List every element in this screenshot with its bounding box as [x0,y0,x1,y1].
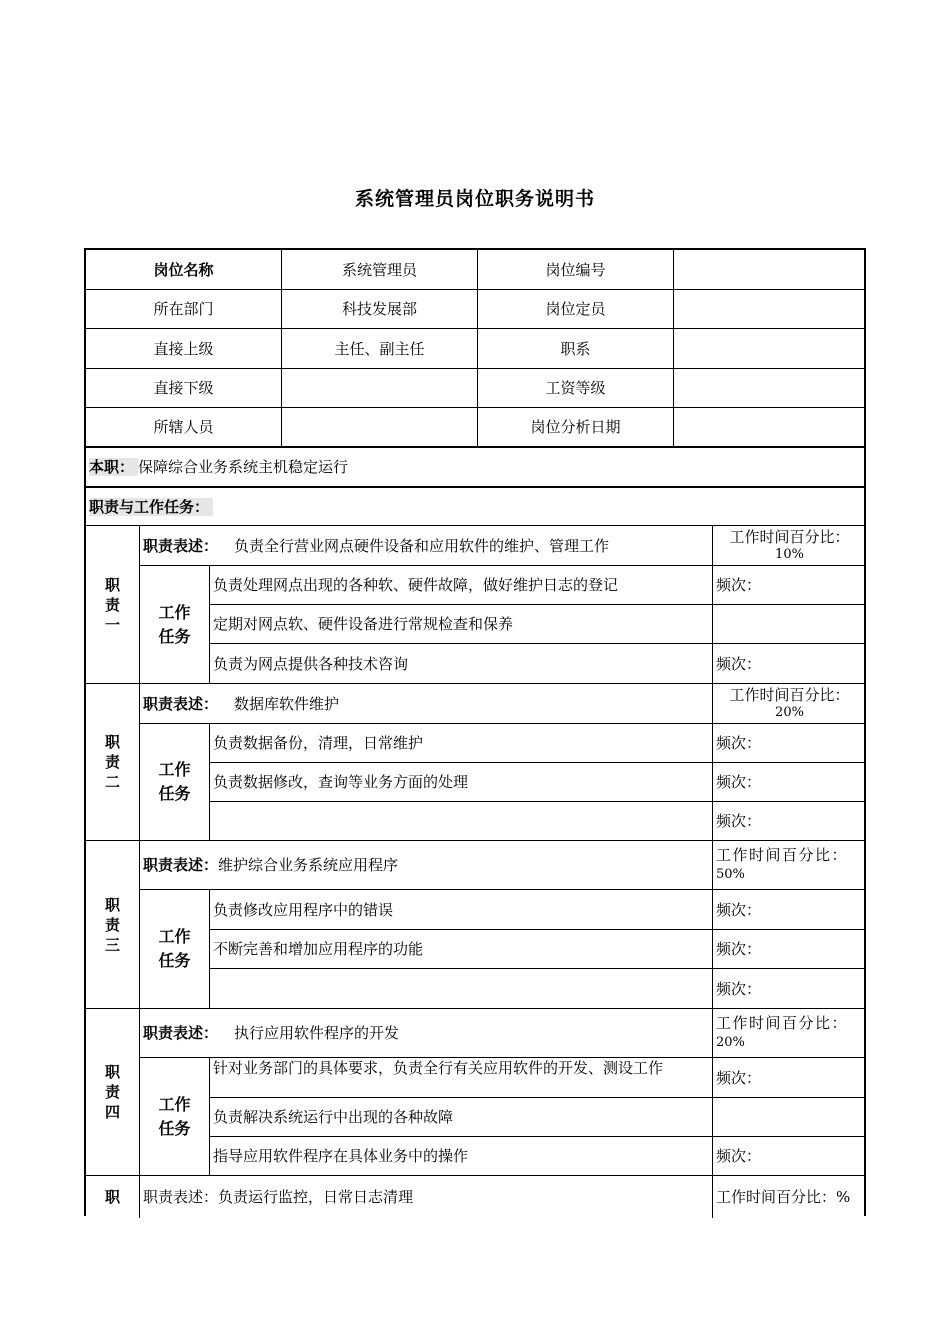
info-label-superior: 直接上级 [86,328,281,368]
duty-3-name: 职 责 三 [86,840,139,1008]
duty-4-freq-1: 频次： [712,1057,866,1097]
info-value-analysis-date [673,407,866,446]
duty-1-freq-3: 频次： [712,643,866,683]
duty-3-freq-1: 频次： [712,889,866,929]
duty-1-description: 职责表述： 负责全行营业网点硬件设备和应用软件的维护、管理工作 [139,525,712,565]
duty-2-name: 职 责 二 [86,683,139,840]
info-label-department: 所在部门 [86,289,281,328]
duty-4-percentage: 工作时间百分比： 20% [712,1008,866,1057]
duty-4-task-3: 指导应用软件程序在具体业务中的操作 [209,1136,712,1175]
info-value-department: 科技发展部 [281,289,477,328]
duty-3-description: 职责表述： 维护综合业务系统应用程序 [139,840,712,889]
duty-4-name: 职 责 四 [86,1008,139,1175]
info-value-salary-grade [673,368,866,407]
info-label-analysis-date: 岗位分析日期 [477,407,673,446]
duty-4-task-1: 针对业务部门的具体要求，负责全行有关应用软件的开发、测设工作 [209,1057,712,1097]
duty-1-task-2: 定期对网点软、硬件设备进行常规检查和保养 [209,604,712,643]
duty-1-task-3: 负责为网点提供各种技术咨询 [209,643,712,683]
info-value-headcount [673,289,866,328]
info-label-salary-grade: 工资等级 [477,368,673,407]
info-value-job-family [673,328,866,368]
info-label-staff: 所辖人员 [86,407,281,446]
duty-1-name: 职 责 一 [86,525,139,683]
duty-3-task-3 [209,968,712,1008]
duty-4-task-label: 工作 任务 [139,1057,209,1175]
info-value-position-name: 系统管理员 [281,250,477,289]
duty-4-freq-3: 频次： [712,1136,866,1175]
info-value-staff [281,407,477,446]
duty-4-task-2: 负责解决系统运行中出现的各种故障 [209,1097,712,1136]
duty-2-task-label: 工作 任务 [139,723,209,840]
duty-2-task-2: 负责数据修改，查询等业务方面的处理 [209,762,712,801]
duty-3-task-1: 负责修改应用程序中的错误 [209,889,712,929]
duty-2-description: 职责表述： 数据库软件维护 [139,683,712,723]
duty-1-freq-1: 频次： [712,565,866,604]
duty-2-freq-2: 频次： [712,762,866,801]
job-description-table [84,248,866,1216]
info-label-position-name: 岗位名称 [153,260,214,279]
duty-3-task-label: 工作 任务 [139,889,209,1008]
duty-2-percentage: 工作时间百分比： 20% [712,683,866,723]
duties-header: 职责与工作任务： [89,498,213,516]
duty-1-percentage: 工作时间百分比： 10% [712,525,866,565]
info-value-superior: 主任、副主任 [281,328,477,368]
info-value-position-number [673,250,866,289]
duty-5-description: 职责表述：负责运行监控，日常日志清理 [139,1175,712,1218]
duty-1-task-1: 负责处理网点出现的各种软、硬件故障，做好维护日志的登记 [209,565,712,604]
duty-2-task-3 [209,801,712,840]
duty-3-percentage: 工作时间百分比： 50% [712,840,866,889]
duty-2-freq-3: 频次： [712,801,866,840]
core-duty-row [86,446,866,486]
core-duty-text: 保障综合业务系统主机稳定运行 [138,458,349,476]
duty-5-percentage: 工作时间百分比：% [712,1175,866,1218]
page-title: 系统管理员岗位职务说明书 [354,188,595,210]
duty-1-task-label: 工作 任务 [139,565,209,683]
duty-3-task-2: 不断完善和增加应用程序的功能 [209,929,712,968]
duty-1-freq-2 [712,604,866,643]
duty-2-task-1: 负责数据备份，清理，日常维护 [209,723,712,762]
info-label-job-family: 职系 [477,328,673,368]
info-value-subordinate [281,368,477,407]
duty-4-description: 职责表述： 执行应用软件程序的开发 [139,1008,712,1057]
info-label-headcount: 岗位定员 [477,289,673,328]
duty-5-name: 职 [86,1175,139,1218]
duty-3-freq-2: 频次： [712,929,866,968]
duty-3-freq-3: 频次： [712,968,866,1008]
core-duty-label: 本职： [89,458,138,476]
info-label-subordinate: 直接下级 [86,368,281,407]
duties-header-row [86,486,866,525]
duty-2-freq-1: 频次： [712,723,866,762]
info-label-position-number: 岗位编号 [477,250,673,289]
duty-4-freq-2 [712,1097,866,1136]
